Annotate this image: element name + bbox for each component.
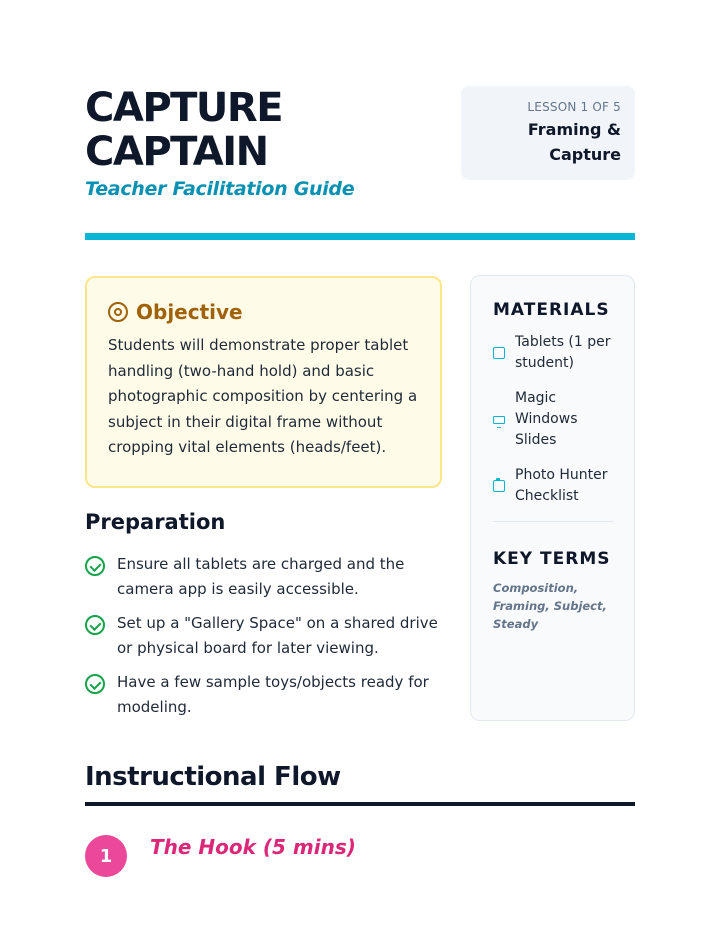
header <box>85 86 635 206</box>
title-line-2: CAPTAIN <box>85 129 268 175</box>
list-item <box>85 552 445 602</box>
lesson-badge <box>461 86 635 180</box>
tablet-icon <box>493 347 505 359</box>
instructional-flow-title: Instructional Flow <box>85 762 341 792</box>
flow-divider <box>85 802 635 806</box>
check-circle-icon <box>85 674 105 694</box>
list-item <box>493 465 614 507</box>
objective-title: Objective <box>136 300 243 324</box>
clipboard-icon <box>493 480 505 492</box>
key-terms-text: Composition, Framing, Subject, Steady <box>493 581 607 631</box>
title-line-1: CAPTURE <box>85 85 283 131</box>
check-circle-icon <box>85 615 105 635</box>
material-label: Tablets (1 per student) <box>515 334 611 371</box>
step-title: The Hook (5 mins) <box>150 835 356 859</box>
materials-list <box>493 332 614 507</box>
target-icon <box>108 302 128 322</box>
preparation-item-text: Have a few sample toys/objects ready for modeling. <box>117 673 429 716</box>
objective-card <box>85 276 442 488</box>
list-item <box>85 670 445 720</box>
header-divider <box>85 233 635 240</box>
material-label: Magic Windows Slides <box>515 390 578 448</box>
list-item <box>493 388 614 451</box>
page-subtitle: Teacher Facilitation Guide <box>85 178 355 200</box>
preparation-title: Preparation <box>85 510 226 534</box>
lesson-name <box>461 117 621 167</box>
page-title <box>85 86 445 174</box>
lesson-name-line-2: Capture <box>549 145 621 164</box>
materials-title: MATERIALS <box>493 300 610 320</box>
objective-body: Students will demonstrate proper tablet handling (two-hand hold) and basic photographic composition by centering a subject in their digital frame without cropping vital elements (heads/feet). <box>108 336 418 456</box>
material-label: Photo Hunter Checklist <box>515 467 608 504</box>
lesson-name-line-1: Framing & <box>527 120 621 139</box>
step-number-badge: 1 <box>85 835 127 877</box>
sidebar-divider <box>493 521 614 522</box>
preparation-item-text: Ensure all tablets are charged and the camera app is easily accessible. <box>117 555 405 598</box>
check-circle-icon <box>85 556 105 576</box>
monitor-icon <box>493 416 505 424</box>
lesson-label: LESSON 1 OF 5 <box>527 100 621 114</box>
preparation-item-text: Set up a "Gallery Space" on a shared drive or physical board for later viewing. <box>117 614 438 657</box>
list-item <box>493 332 614 374</box>
objective-header <box>108 300 420 324</box>
sidebar <box>470 275 635 721</box>
preparation-list <box>85 552 445 729</box>
key-terms-title: KEY TERMS <box>493 549 611 569</box>
list-item <box>85 611 445 661</box>
